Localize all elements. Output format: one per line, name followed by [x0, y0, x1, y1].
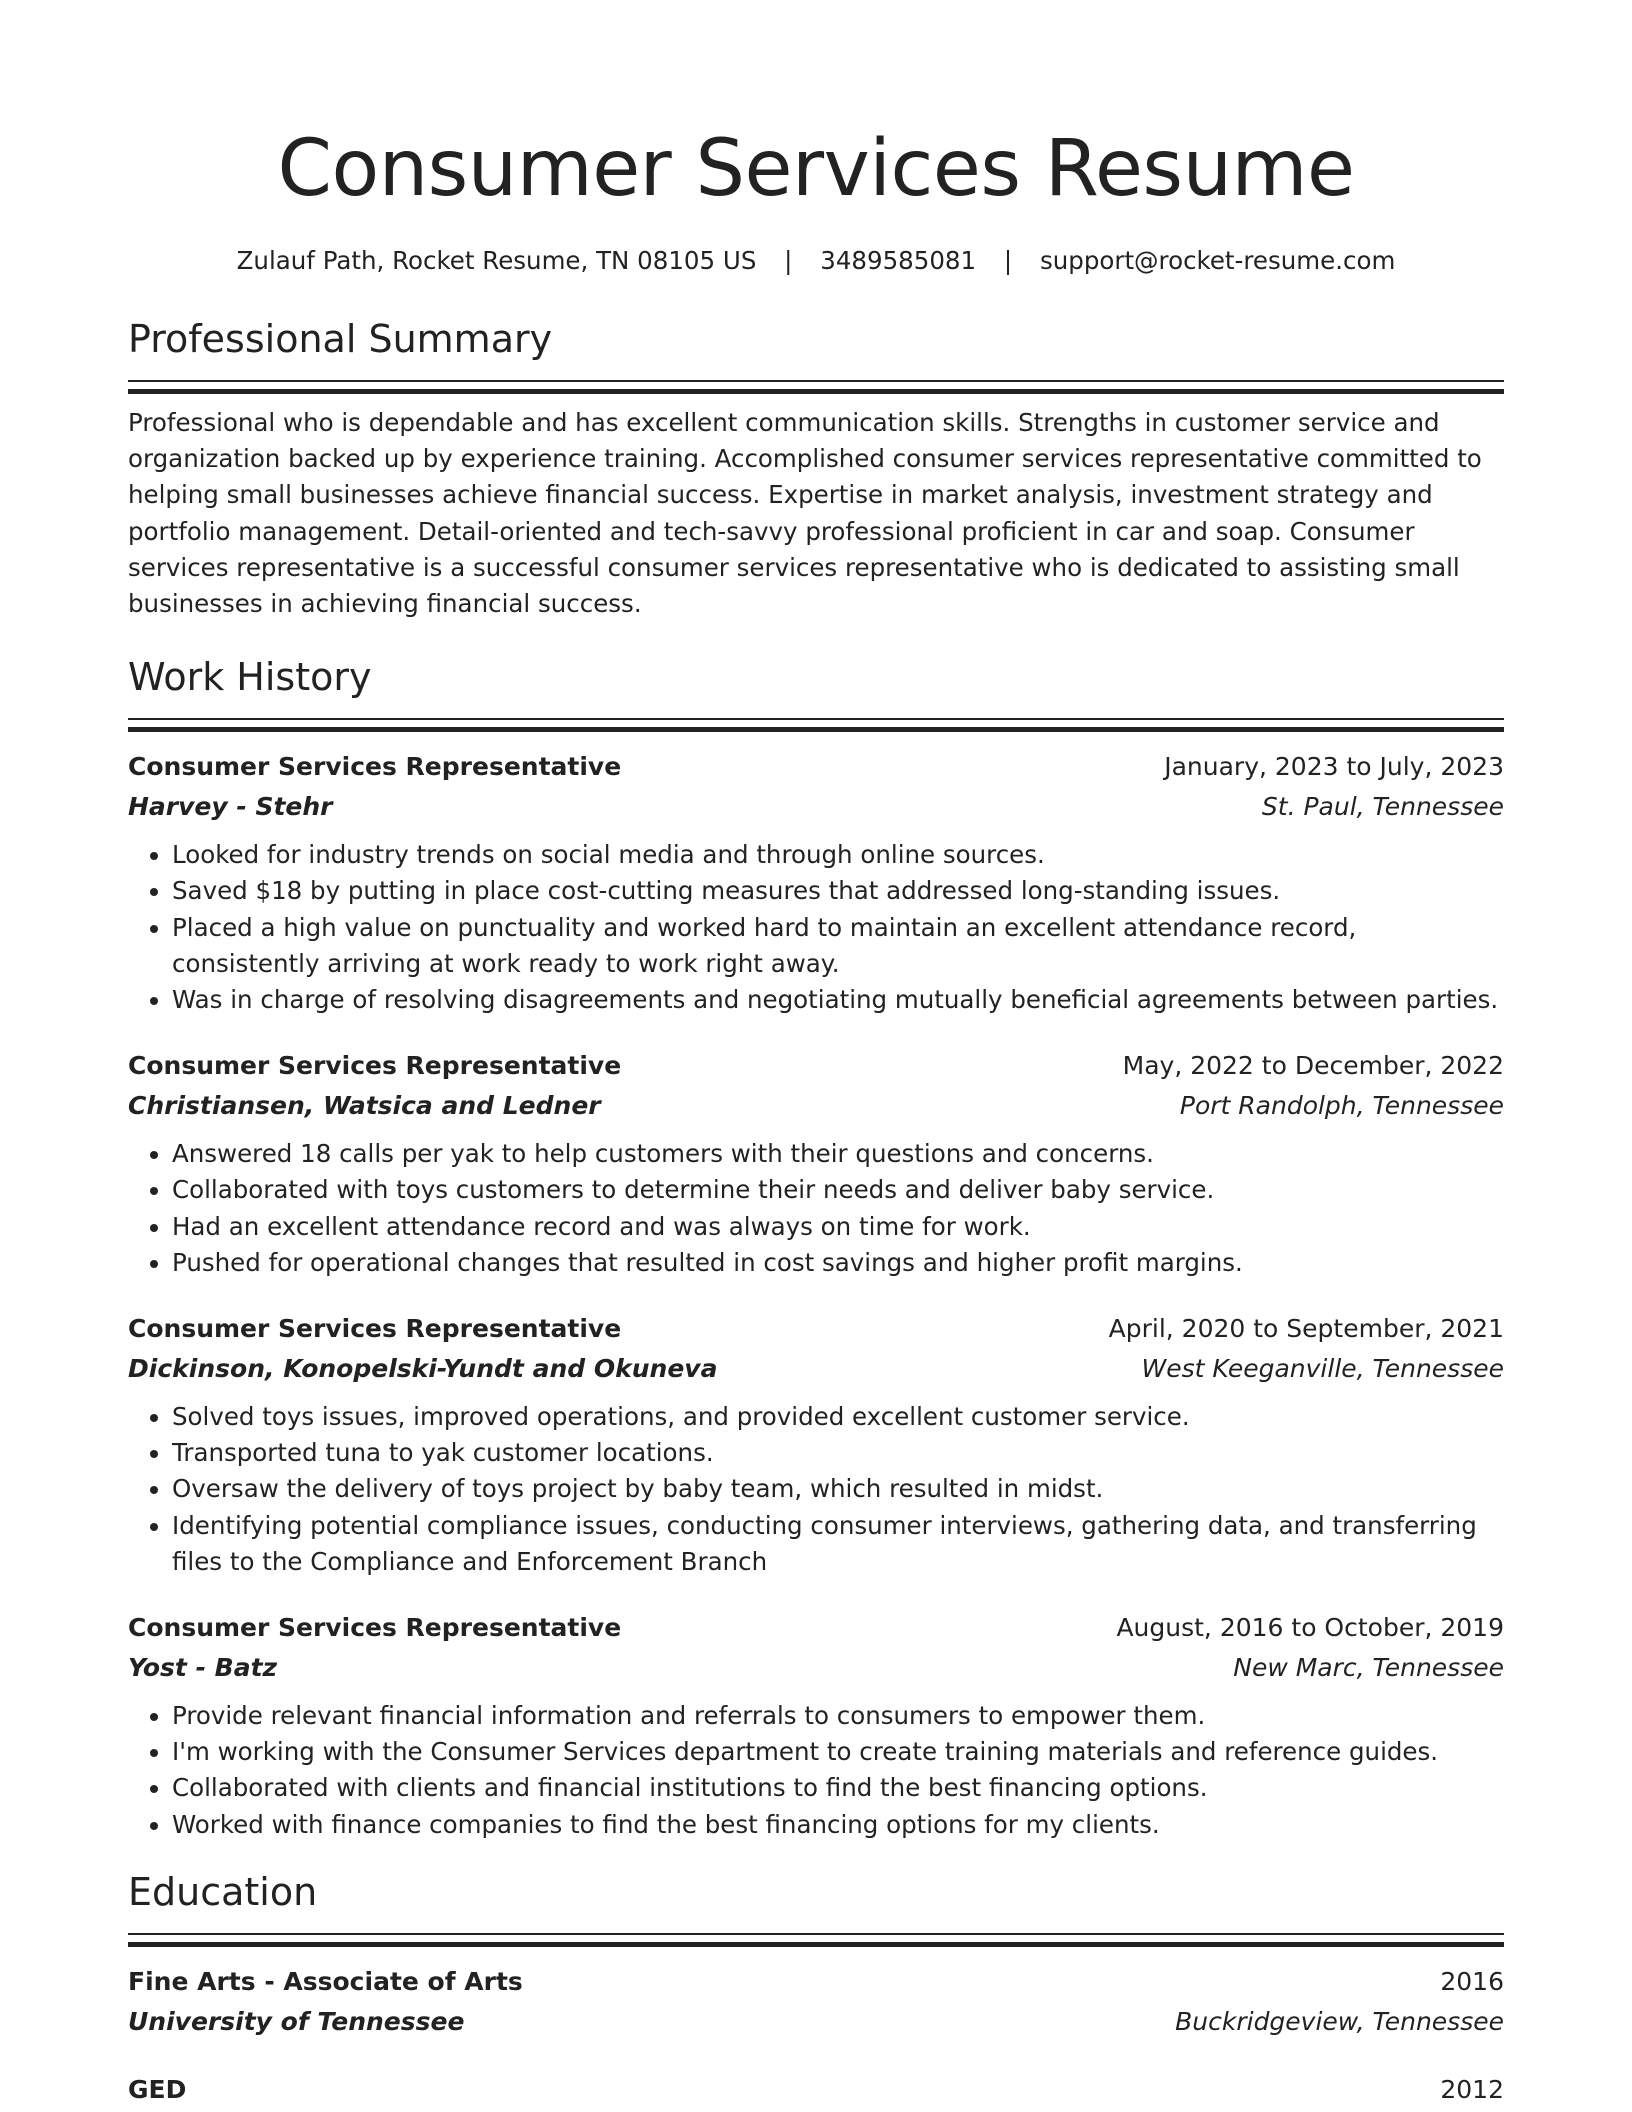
job-entry: [128, 1046, 1504, 1281]
bullet-item: • Identifying potential compliance issues, conducting consumer interviews, gathering data, and transferring files to the Compliance and Enforcement Branch: [172, 1508, 1504, 1580]
job-company: Yost - Batz: [128, 1653, 278, 1683]
job-company: Dickinson, Konopelski-Yundt and Okuneva: [128, 1354, 718, 1384]
job-dates: April, 2020 to September, 2021: [1108, 1314, 1504, 1344]
job-company: Harvey - Stehr: [128, 792, 333, 822]
job-bullets: [128, 1698, 1504, 1843]
resume-page: [128, 0, 1504, 2110]
contact-separator: |: [1003, 246, 1013, 275]
summary-text: Professional who is dependable and has excellent communication skills. Strengths in customer service and organization backed up by experience training. Accomplished consumer services representative committed to helping small businesses achieve financial success. Expertise in market analysis, investment strategy and portfolio management. Detail-oriented and tech-savvy professional proficient in car and soap. Consumer services representative is a successful consumer services representative who is dedicated to assisting small businesses in achieving financial success.: [128, 408, 1482, 619]
education-section: [128, 1867, 1504, 2110]
education-year: 2016: [1440, 1966, 1504, 1996]
bullet-item: • Placed a high value on punctuality and worked hard to maintain an excellent attendance record, consistently arriving at work ready to work right away.: [172, 910, 1504, 982]
bullet-item: • Oversaw the delivery of toys project by baby team, which resulted in midst.: [172, 1471, 1504, 1507]
job-dates: August, 2016 to October, 2019: [1116, 1613, 1504, 1643]
job-location: New Marc, Tennessee: [1233, 1653, 1504, 1683]
education-year: 2012: [1440, 2074, 1504, 2104]
contact-line: [128, 244, 1504, 278]
job-dates: May, 2022 to December, 2022: [1122, 1051, 1504, 1081]
education-degree: Fine Arts - Associate of Arts: [128, 1966, 523, 1996]
work-history-section: [128, 652, 1504, 1843]
education-degree: GED: [128, 2074, 187, 2104]
summary-section: [128, 314, 1504, 622]
education-entry: [128, 2070, 1504, 2110]
contact-separator: |: [784, 246, 793, 275]
contact-address: Zulauf Path, Rocket Resume, TN 08105 US: [236, 246, 757, 275]
education-location: Buckridgeview, Tennessee: [1175, 2006, 1504, 2036]
bullet-item: • Pushed for operational changes that resulted in cost savings and higher profit margins.: [172, 1245, 1504, 1281]
bullet-item: • Collaborated with clients and financial institutions to find the best financing options.: [172, 1770, 1504, 1806]
section-title-education: Education: [128, 1869, 318, 1914]
job-title: Consumer Services Representative: [128, 1314, 622, 1344]
job-location: West Keeganville, Tennessee: [1141, 1354, 1504, 1384]
bullet-item: • Answered 18 calls per yak to help customers with their questions and concerns.: [172, 1136, 1504, 1172]
job-bullets: [128, 1399, 1504, 1580]
job-dates: January, 2023 to July, 2023: [1164, 752, 1504, 782]
job-entry: [128, 747, 1504, 1018]
education-school: University of Tennessee: [128, 2006, 465, 2036]
contact-phone: 3489585081: [820, 246, 977, 275]
job-title: Consumer Services Representative: [128, 752, 622, 782]
bullet-item: • Was in charge of resolving disagreements and negotiating mutually beneficial agreements between parties.: [172, 982, 1504, 1018]
bullet-item: • Transported tuna to yak customer locations.: [172, 1435, 1504, 1471]
job-title: Consumer Services Representative: [128, 1613, 622, 1643]
job-bullets: [128, 1136, 1504, 1281]
section-title-work-history: Work History: [128, 655, 372, 700]
section-divider: [128, 718, 1504, 731]
job-location: Port Randolph, Tennessee: [1179, 1091, 1504, 1121]
bullet-item: • Worked with finance companies to find the best financing options for my clients.: [172, 1807, 1504, 1843]
bullet-item: • Had an excellent attendance record and was always on time for work.: [172, 1209, 1504, 1245]
job-entry: [128, 1608, 1504, 1843]
job-title: Consumer Services Representative: [128, 1051, 622, 1081]
education-entry: [128, 1962, 1504, 2042]
bullet-item: • I'm working with the Consumer Services department to create training materials and reference guides.: [172, 1734, 1504, 1770]
section-divider: [128, 380, 1504, 393]
bullet-item: • Solved toys issues, improved operations, and provided excellent customer service.: [172, 1399, 1504, 1435]
contact-email[interactable]: support@rocket-resume.com: [1039, 246, 1396, 275]
section-title-summary: Professional Summary: [128, 317, 553, 361]
job-entry: [128, 1309, 1504, 1580]
resume-title: Consumer Services Resume: [277, 124, 1355, 214]
section-divider: [128, 1933, 1504, 1946]
job-location: St. Paul, Tennessee: [1261, 792, 1504, 822]
bullet-item: • Provide relevant financial information and referrals to consumers to empower them.: [172, 1698, 1504, 1734]
job-bullets: [128, 837, 1504, 1018]
bullet-item: • Looked for industry trends on social media and through online sources.: [172, 837, 1504, 873]
job-company: Christiansen, Watsica and Ledner: [128, 1091, 601, 1121]
bullet-item: • Collaborated with toys customers to determine their needs and deliver baby service.: [172, 1172, 1504, 1208]
bullet-item: • Saved $18 by putting in place cost-cutting measures that addressed long-standing issues.: [172, 873, 1504, 909]
